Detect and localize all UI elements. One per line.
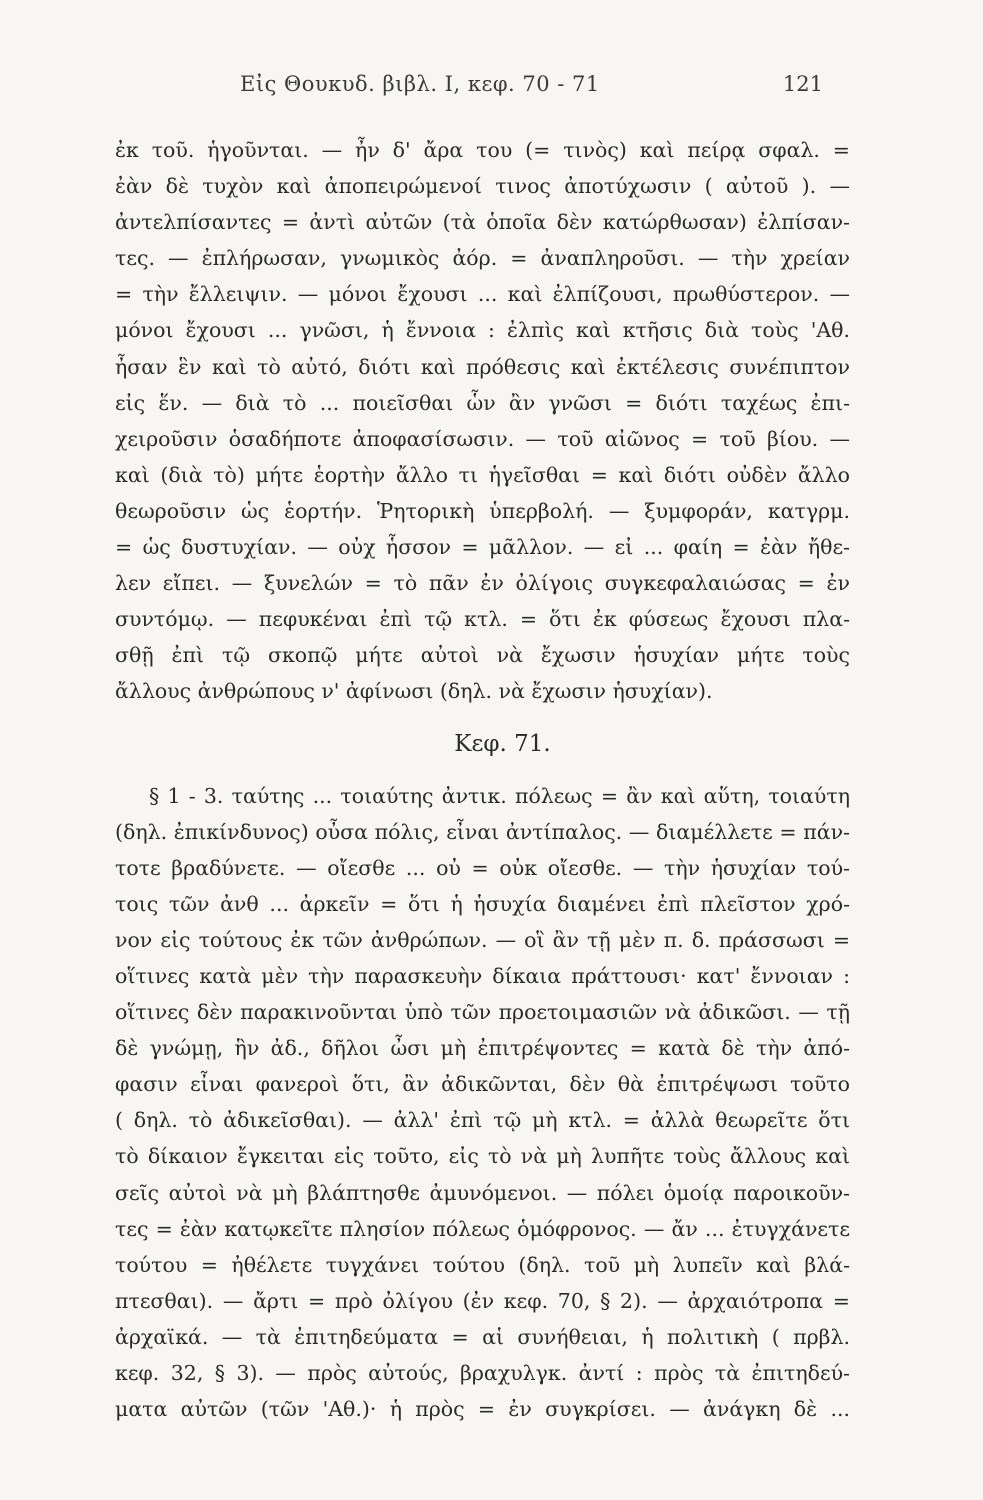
text-line: ἀντελπίσαντες = ἀντὶ αὐτῶν (τὰ ὁποῖα δὲν κατώρθωσαν) ἐλπίσαν- xyxy=(115,210,850,235)
text-line: ἀρχαϊκά. — τὰ ἐπιτηδεύματα = αἱ συνήθειαι, ἡ πολιτικὴ ( πρβλ. xyxy=(115,1324,850,1349)
text-line: θεωροῦσιν ὡς ἑορτήν. Ῥητορικὴ ὑπερβολή. — ξυμφοράν, κατγρμ. xyxy=(115,498,850,523)
text-line: τες = ἐὰν κατῳκεῖτε πλησίον πόλεως ὁμόφρονος. — ἄν ... ἐτυγχάνετε xyxy=(115,1216,850,1241)
text-line: μόνοι ἔχουσι ... γνῶσι, ἡ ἔννοια : ἐλπὶς καὶ κτῆσις διὰ τοὺς 'Αθ. xyxy=(115,318,850,343)
text-line: ἦσαν ἓν καὶ τὸ αὐτό, διότι καὶ πρόθεσις καὶ ἐκτέλεσις συνέπιπτον xyxy=(115,354,850,379)
text-line: καὶ (διὰ τὸ) μήτε ἑορτὴν ἄλλο τι ἡγεῖσθαι = καὶ διότι οὐδὲν ἄλλο xyxy=(115,462,850,487)
text-line: ματα αὐτῶν (τῶν 'Αθ.)· ἡ πρὸς = ἐν συγκρίσει. — ἀνάγκη δὲ ... xyxy=(115,1397,850,1422)
text-line: δὲ γνώμῃ, ἣν ἀδ., δῆλοι ὦσι μὴ ἐπιτρέψοντες = κατὰ δὲ τὴν ἀπό- xyxy=(115,1036,850,1061)
text-line: χειροῦσιν ὁσαδήποτε ἀποφασίσωσιν. — τοῦ αἰῶνος = τοῦ βίου. — xyxy=(115,426,850,451)
text-line: συντόμῳ. — πεφυκέναι ἐπὶ τῷ κτλ. = ὅτι ἐκ φύσεως ἔχουσι πλα- xyxy=(115,607,850,632)
text-line: (δηλ. ἐπικίνδυνος) οὖσα πόλις, εἶναι ἀντίπαλος. — διαμέλλετε = πάν- xyxy=(115,819,850,844)
text-line: τὸ δίκαιον ἔγκειται εἰς τοῦτο, εἰς τὸ νὰ μὴ λυπῆτε τοὺς ἄλλους καὶ xyxy=(115,1144,850,1169)
text-line: ἄλλους ἀνθρώπους ν' ἀφίνωσι (δηλ. νὰ ἔχωσιν ἡσυχίαν). xyxy=(115,679,713,704)
running-title: Εἰς Θουκυδ. βιβλ. I, κεφ. 70 - 71 xyxy=(240,72,600,96)
text-line: τοτε βραδύνετε. — οἴεσθε ... οὐ = οὐκ οἴεσθε. — τὴν ἡσυχίαν τού- xyxy=(115,855,850,880)
text-line: τούτου = ἠθέλετε τυγχάνει τούτου (δηλ. τοῦ μὴ λυπεῖν καὶ βλά- xyxy=(115,1252,850,1277)
text-line: ( δηλ. τὸ ἀδικεῖσθαι). — ἀλλ' ἐπὶ τῷ μὴ κτλ. = ἀλλὰ θεωρεῖτε ὅτι xyxy=(115,1108,850,1133)
text-line: = τὴν ἔλλειψιν. — μόνοι ἔχουσι ... καὶ ἐλπίζουσι, πρωθύστερον. — xyxy=(115,282,850,307)
text-line: τοις τῶν ἀνθ ... ἀρκεῖν = ὅτι ἡ ἡσυχία διαμένει ἐπὶ πλεῖστον χρό- xyxy=(115,891,850,916)
text-line: σθῇ ἐπὶ τῷ σκοπῷ μήτε αὐτοὶ νὰ ἔχωσιν ἡσυχίαν μήτε τοὺς xyxy=(115,643,850,668)
text-line: = ὡς δυστυχίαν. — οὐχ ἧσσον = μᾶλλον. — εἰ ... φαίη = ἐὰν ἤθε- xyxy=(115,535,850,560)
text-line: ἐὰν δὲ τυχὸν καὶ ἀποπειρώμενοί τινος ἀποτύχωσιν ( αὐτοῦ ). — xyxy=(115,174,850,199)
text-line: οἵτινες δὲν παρακινοῦνται ὑπὸ τῶν προετοιμασιῶν νὰ ἀδικῶσι. — τῇ xyxy=(115,1000,850,1025)
text-line: φασιν εἶναι φανεροὶ ὅτι, ἂν ἀδικῶνται, δὲν θὰ ἐπιτρέψωσι τοῦτο xyxy=(115,1072,850,1097)
text-line: νον εἰς τούτους ἐκ τῶν ἀνθρώπων. — οἳ ἂν τῇ μὲν π. δ. πράσσωσι = xyxy=(115,927,850,952)
text-line: εἰς ἕν. — διὰ τὸ ... ποιεῖσθαι ὧν ἂν γνῶσι = διότι ταχέως ἐπι- xyxy=(115,390,850,415)
text-line: τες. — ἐπλήρωσαν, γνωμικὸς ἀόρ. = ἀναπληροῦσι. — τὴν χρείαν xyxy=(115,246,850,271)
text-line: κεφ. 32, § 3). — πρὸς αὐτούς, βραχυλγκ. ἀντί : πρὸς τὰ ἐπιτηδεύ- xyxy=(115,1361,850,1385)
text-line: οἵτινες κατὰ μὲν τὴν παρασκευὴν δίκαια πράττουσι· κατ' ἔννοιαν : xyxy=(115,963,850,988)
text-line: σεῖς αὐτοὶ νὰ μὴ βλάπτησθε ἀμυνόμενοι. — πόλει ὁμοίᾳ παροικοῦν- xyxy=(115,1180,850,1205)
text-line: ἐκ τοῦ. ἡγοῦνται. — ἦν δ' ἄρα του (= τινὸς) καὶ πείρᾳ σφαλ. = xyxy=(115,138,850,162)
page-number: 121 xyxy=(782,72,823,96)
commentary-text xyxy=(115,132,850,1427)
text-line: πτεσθαι). — ἄρτι = πρὸ ὀλίγου (ἐν κεφ. 70, § 2). — ἀρχαιότροπα = xyxy=(115,1288,850,1313)
text-line: § 1 - 3. ταύτης ... τοιαύτης ἀντικ. πόλεως = ἂν καὶ αὕτη, τοιαύτη xyxy=(149,783,850,808)
section-heading: Κεφ. 71. xyxy=(454,730,551,757)
text-line: λεν εἴπει. — ξυνελών = τὸ πᾶν ἐν ὀλίγοις συγκεφαλαιώσας = ἐν xyxy=(115,571,850,596)
